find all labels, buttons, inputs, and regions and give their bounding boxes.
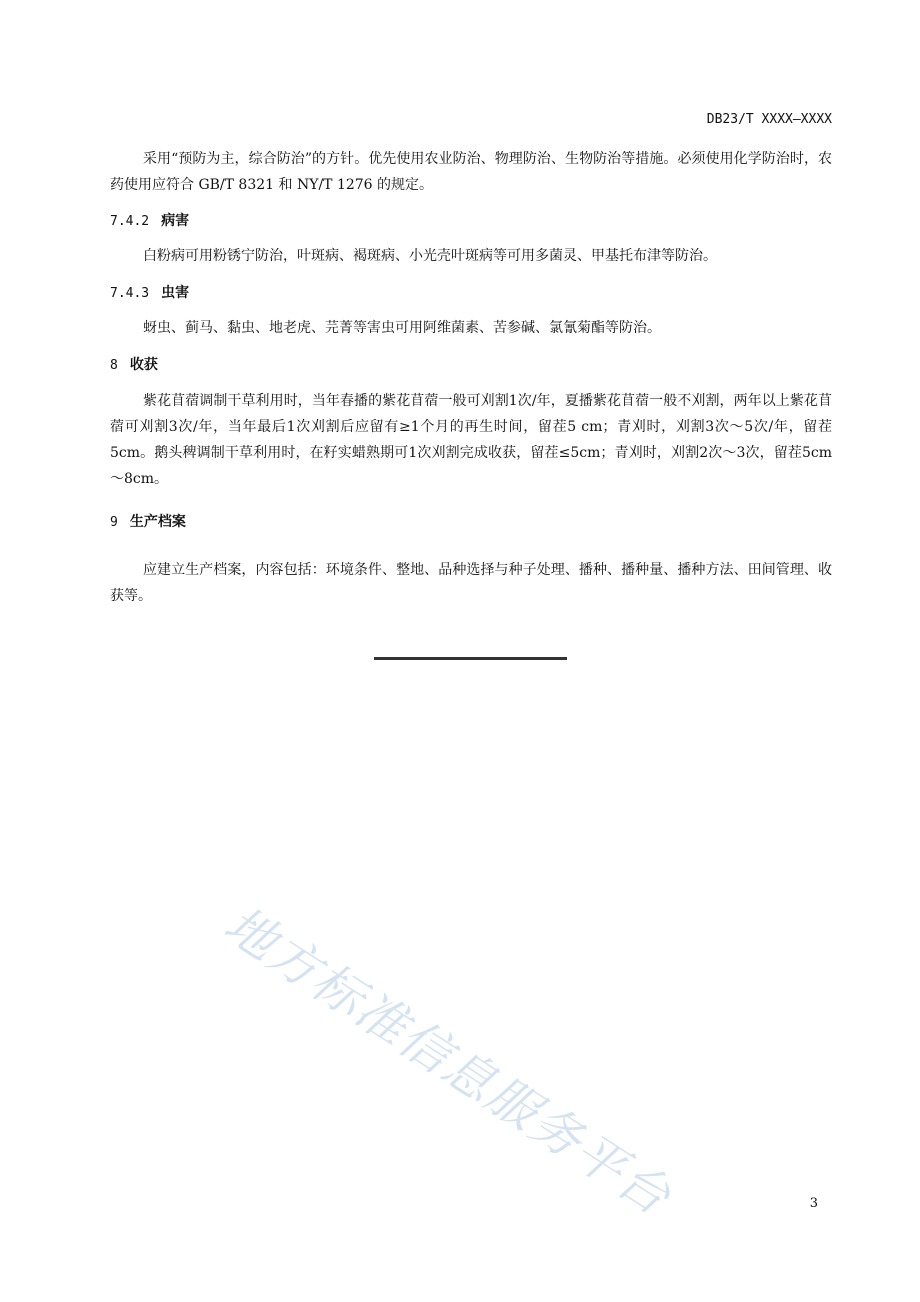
harvest-paragraph: 紫花苜蓿调制干草利用时，当年春播的紫花苜蓿一般可刈割1次/年，夏播紫花苜蓿一般不刈割，两年以上紫花苜蓿可刈割3次/年，当年最后1次刈割后应留有≥1个月的再生时间，留茬5 cm；青刈时，刈割3次～5次/年，留茬5cm。鹅头稗调制干草利用时，在籽实蜡熟期可1次刈割完成收获，留茬≤5cm；青刈时，刈割2次～3次，留茬5cm～8cm。 [110, 393, 832, 487]
section-title: 虫害 [161, 285, 190, 301]
section-heading-8 [110, 355, 158, 376]
document-code: DB23/T XXXX—XXXX [706, 112, 832, 127]
records-paragraph: 应建立生产档案，内容包括：环境条件、整地、品种选择与种子处理、播种、播种量、播种方法、田间管理、收获等。 [110, 562, 832, 604]
watermark: 地方标准信息服务平台 [214, 895, 682, 1227]
section-title: 收获 [129, 357, 158, 373]
section-heading-7-4-2 [110, 211, 189, 232]
intro-paragraph: 采用“预防为主，综合防治”的方针。优先使用农业防治、物理防治、生物防治等措施。必须使用化学防治时，农药使用应符合 GB/T 8321 和 NY/T 1276 的规定。 [110, 151, 832, 193]
section-number: 9 [110, 515, 118, 530]
section-heading-7-4-3 [110, 283, 189, 304]
section-number: 7.4.3 [110, 286, 150, 301]
section-number: 7.4.2 [110, 214, 150, 229]
section-heading-9 [110, 512, 186, 533]
end-of-document-rule [374, 657, 567, 660]
section-title: 病害 [161, 213, 190, 229]
section-number: 8 [110, 358, 118, 373]
disease-paragraph: 白粉病可用粉锈宁防治，叶斑病、褐斑病、小光壳叶斑病等可用多菌灵、甲基托布津等防治。 [143, 248, 717, 264]
page-number: 3 [809, 1196, 818, 1211]
pest-paragraph: 蚜虫、蓟马、黏虫、地老虎、芫菁等害虫可用阿维菌素、苦参碱、氯氰菊酯等防治。 [143, 320, 661, 336]
section-title: 生产档案 [129, 514, 186, 530]
